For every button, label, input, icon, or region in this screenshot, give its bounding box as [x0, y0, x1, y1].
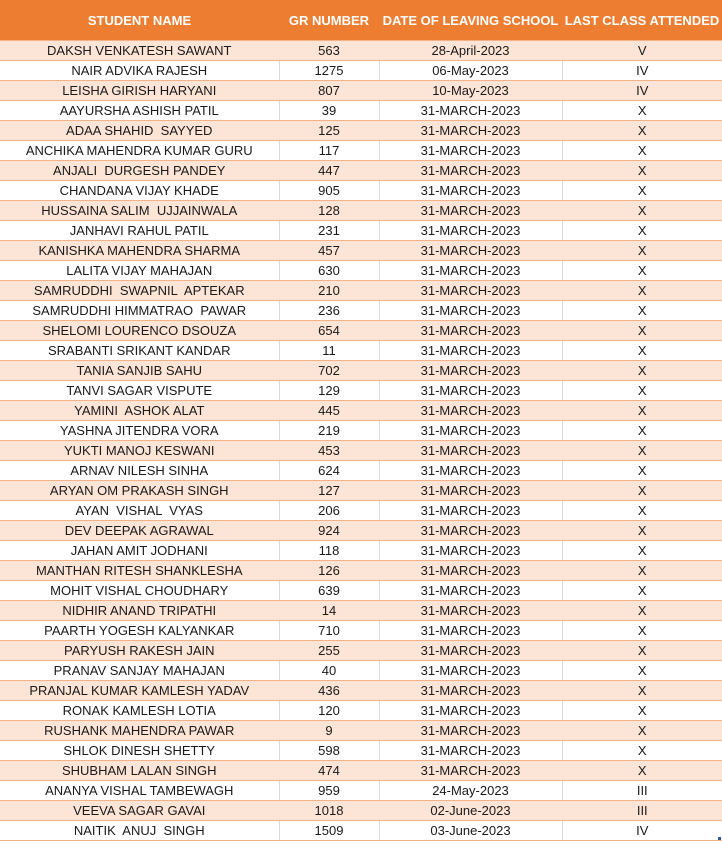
cell-student-name[interactable]: CHANDANA VIJAY KHADE — [0, 181, 279, 201]
cell-gr-number[interactable]: 39 — [279, 101, 379, 121]
table-row — [0, 301, 722, 321]
cell-student-name[interactable]: NAIR ADVIKA RAJESH — [0, 61, 279, 81]
table-row — [0, 441, 722, 461]
cell-gr-number[interactable]: 598 — [279, 741, 379, 761]
cell-gr-number[interactable]: 563 — [279, 41, 379, 61]
cell-gr-number[interactable]: 236 — [279, 301, 379, 321]
table-row — [0, 241, 722, 261]
cell-student-name[interactable]: RONAK KAMLESH LOTIA — [0, 701, 279, 721]
table-row — [0, 121, 722, 141]
table-body — [0, 41, 722, 841]
cell-student-name[interactable]: ANJALI DURGESH PANDEY — [0, 161, 279, 181]
cell-student-name[interactable]: SHELOMI LOURENCO DSOUZA — [0, 321, 279, 341]
cell-date-of-leaving[interactable]: 31-MARCH-2023 — [379, 601, 562, 621]
table-row — [0, 701, 722, 721]
cell-last-class[interactable]: X — [562, 201, 722, 221]
header-row — [0, 0, 722, 41]
cell-date-of-leaving[interactable]: 31-MARCH-2023 — [379, 501, 562, 521]
cell-gr-number[interactable]: 118 — [279, 541, 379, 561]
cell-student-name[interactable]: HUSSAINA SALIM UJJAINWALA — [0, 201, 279, 221]
cell-date-of-leaving[interactable]: 31-MARCH-2023 — [379, 441, 562, 461]
cell-last-class[interactable]: X — [562, 561, 722, 581]
cell-student-name[interactable]: TANVI SAGAR VISPUTE — [0, 381, 279, 401]
cell-date-of-leaving[interactable]: 31-MARCH-2023 — [379, 181, 562, 201]
cell-student-name[interactable]: KANISHKA MAHENDRA SHARMA — [0, 241, 279, 261]
cell-last-class[interactable]: III — [562, 801, 722, 821]
cell-student-name[interactable]: PRANAV SANJAY MAHAJAN — [0, 661, 279, 681]
table-row — [0, 641, 722, 661]
cell-date-of-leaving[interactable]: 31-MARCH-2023 — [379, 161, 562, 181]
cell-date-of-leaving[interactable]: 31-MARCH-2023 — [379, 761, 562, 781]
cell-date-of-leaving[interactable]: 31-MARCH-2023 — [379, 121, 562, 141]
table-row — [0, 801, 722, 821]
table-row — [0, 321, 722, 341]
table-row — [0, 721, 722, 741]
cell-student-name[interactable]: RUSHANK MAHENDRA PAWAR — [0, 721, 279, 741]
cell-student-name[interactable]: TANIA SANJIB SAHU — [0, 361, 279, 381]
cell-date-of-leaving[interactable]: 31-MARCH-2023 — [379, 141, 562, 161]
cell-last-class[interactable]: X — [562, 141, 722, 161]
table-row — [0, 781, 722, 801]
cell-gr-number[interactable]: 924 — [279, 521, 379, 541]
cell-last-class[interactable]: X — [562, 721, 722, 741]
cell-date-of-leaving[interactable]: 31-MARCH-2023 — [379, 461, 562, 481]
cell-last-class[interactable]: X — [562, 761, 722, 781]
cell-date-of-leaving[interactable]: 31-MARCH-2023 — [379, 701, 562, 721]
cell-last-class[interactable]: X — [562, 341, 722, 361]
cell-date-of-leaving[interactable]: 31-MARCH-2023 — [379, 421, 562, 441]
cell-student-name[interactable]: YUKTI MANOJ KESWANI — [0, 441, 279, 461]
table-row — [0, 61, 722, 81]
cell-student-name[interactable]: YAMINI ASHOK ALAT — [0, 401, 279, 421]
table-row — [0, 761, 722, 781]
cell-last-class[interactable]: X — [562, 501, 722, 521]
table-row — [0, 661, 722, 681]
cell-last-class[interactable]: X — [562, 261, 722, 281]
cell-student-name[interactable]: ADAA SHAHID SAYYED — [0, 121, 279, 141]
cell-student-name[interactable]: JANHAVI RAHUL PATIL — [0, 221, 279, 241]
cell-gr-number[interactable]: 457 — [279, 241, 379, 261]
table-row — [0, 461, 722, 481]
cell-gr-number[interactable]: 1275 — [279, 61, 379, 81]
cell-date-of-leaving[interactable]: 03-June-2023 — [379, 821, 562, 841]
table-row — [0, 281, 722, 301]
cell-student-name[interactable]: SRABANTI SRIKANT KANDAR — [0, 341, 279, 361]
cell-gr-number[interactable]: 125 — [279, 121, 379, 141]
cell-last-class[interactable]: X — [562, 681, 722, 701]
cell-last-class[interactable]: X — [562, 361, 722, 381]
cell-gr-number[interactable]: 255 — [279, 641, 379, 661]
header-student-name[interactable]: STUDENT NAME — [0, 0, 279, 41]
cell-gr-number[interactable]: 710 — [279, 621, 379, 641]
cell-date-of-leaving[interactable]: 10-May-2023 — [379, 81, 562, 101]
cell-date-of-leaving[interactable]: 02-June-2023 — [379, 801, 562, 821]
cell-student-name[interactable]: PARYUSH RAKESH JAIN — [0, 641, 279, 661]
cell-last-class[interactable]: X — [562, 321, 722, 341]
cell-last-class[interactable]: X — [562, 241, 722, 261]
cell-last-class[interactable]: X — [562, 441, 722, 461]
cell-gr-number[interactable]: 702 — [279, 361, 379, 381]
cell-last-class[interactable]: X — [562, 301, 722, 321]
cell-student-name[interactable]: PRANJAL KUMAR KAMLESH YADAV — [0, 681, 279, 701]
table-row — [0, 581, 722, 601]
cell-student-name[interactable]: PAARTH YOGESH KALYANKAR — [0, 621, 279, 641]
cell-last-class[interactable]: X — [562, 601, 722, 621]
cell-last-class[interactable]: X — [562, 121, 722, 141]
cell-student-name[interactable]: ARYAN OM PRAKASH SINGH — [0, 481, 279, 501]
cell-student-name[interactable]: ARNAV NILESH SINHA — [0, 461, 279, 481]
cell-gr-number[interactable]: 453 — [279, 441, 379, 461]
cell-gr-number[interactable]: 210 — [279, 281, 379, 301]
cell-last-class[interactable]: X — [562, 621, 722, 641]
cell-gr-number[interactable]: 1509 — [279, 821, 379, 841]
cell-student-name[interactable]: SHLOK DINESH SHETTY — [0, 741, 279, 761]
table-row — [0, 561, 722, 581]
cell-gr-number[interactable]: 117 — [279, 141, 379, 161]
cell-gr-number[interactable]: 206 — [279, 501, 379, 521]
cell-gr-number[interactable]: 639 — [279, 581, 379, 601]
cell-student-name[interactable]: LALITA VIJAY MAHAJAN — [0, 261, 279, 281]
cell-date-of-leaving[interactable]: 31-MARCH-2023 — [379, 541, 562, 561]
cell-student-name[interactable]: YASHNA JITENDRA VORA — [0, 421, 279, 441]
cell-last-class[interactable]: X — [562, 421, 722, 441]
cell-date-of-leaving[interactable]: 31-MARCH-2023 — [379, 661, 562, 681]
cell-gr-number[interactable]: 40 — [279, 661, 379, 681]
cell-student-name[interactable]: AYAN VISHAL VYAS — [0, 501, 279, 521]
cell-student-name[interactable]: LEISHA GIRISH HARYANI — [0, 81, 279, 101]
cell-date-of-leaving[interactable]: 31-MARCH-2023 — [379, 681, 562, 701]
cell-student-name[interactable]: DEV DEEPAK AGRAWAL — [0, 521, 279, 541]
cell-student-name[interactable]: DAKSH VENKATESH SAWANT — [0, 41, 279, 61]
cell-gr-number[interactable]: 474 — [279, 761, 379, 781]
cell-gr-number[interactable]: 9 — [279, 721, 379, 741]
cell-student-name[interactable]: NIDHIR ANAND TRIPATHI — [0, 601, 279, 621]
cell-last-class[interactable]: X — [562, 661, 722, 681]
cell-last-class[interactable]: X — [562, 581, 722, 601]
cell-gr-number[interactable]: 11 — [279, 341, 379, 361]
table-row — [0, 41, 722, 61]
table-row — [0, 521, 722, 541]
resize-handle[interactable] — [718, 837, 721, 840]
cell-gr-number[interactable]: 120 — [279, 701, 379, 721]
cell-gr-number[interactable]: 654 — [279, 321, 379, 341]
cell-date-of-leaving[interactable]: 31-MARCH-2023 — [379, 581, 562, 601]
cell-student-name[interactable]: SAMRUDDHI SWAPNIL APTEKAR — [0, 281, 279, 301]
cell-last-class[interactable]: X — [562, 521, 722, 541]
cell-last-class[interactable]: X — [562, 741, 722, 761]
cell-gr-number[interactable]: 126 — [279, 561, 379, 581]
cell-date-of-leaving[interactable]: 31-MARCH-2023 — [379, 721, 562, 741]
cell-date-of-leaving[interactable]: 31-MARCH-2023 — [379, 241, 562, 261]
cell-date-of-leaving[interactable]: 31-MARCH-2023 — [379, 341, 562, 361]
table-row — [0, 401, 722, 421]
table-row — [0, 161, 722, 181]
cell-student-name[interactable]: VEEVA SAGAR GAVAI — [0, 801, 279, 821]
cell-last-class[interactable]: IV — [562, 821, 722, 841]
table-row — [0, 621, 722, 641]
cell-gr-number[interactable]: 447 — [279, 161, 379, 181]
cell-last-class[interactable]: III — [562, 781, 722, 801]
cell-student-name[interactable]: MANTHAN RITESH SHANKLESHA — [0, 561, 279, 581]
cell-last-class[interactable]: V — [562, 41, 722, 61]
cell-date-of-leaving[interactable]: 06-May-2023 — [379, 61, 562, 81]
cell-student-name[interactable]: ANCHIKA MAHENDRA KUMAR GURU — [0, 141, 279, 161]
table-row — [0, 481, 722, 501]
cell-date-of-leaving[interactable]: 31-MARCH-2023 — [379, 741, 562, 761]
table-row — [0, 541, 722, 561]
table-row — [0, 341, 722, 361]
cell-date-of-leaving[interactable]: 31-MARCH-2023 — [379, 561, 562, 581]
cell-last-class[interactable]: X — [562, 481, 722, 501]
cell-last-class[interactable]: X — [562, 541, 722, 561]
cell-gr-number[interactable]: 807 — [279, 81, 379, 101]
cell-gr-number[interactable]: 959 — [279, 781, 379, 801]
cell-last-class[interactable]: X — [562, 641, 722, 661]
cell-last-class[interactable]: X — [562, 281, 722, 301]
cell-gr-number[interactable]: 127 — [279, 481, 379, 501]
table-row — [0, 181, 722, 201]
table-row — [0, 201, 722, 221]
table-row — [0, 221, 722, 241]
cell-date-of-leaving[interactable]: 31-MARCH-2023 — [379, 521, 562, 541]
table-row — [0, 81, 722, 101]
cell-gr-number[interactable]: 436 — [279, 681, 379, 701]
cell-date-of-leaving[interactable]: 31-MARCH-2023 — [379, 401, 562, 421]
cell-gr-number[interactable]: 231 — [279, 221, 379, 241]
cell-date-of-leaving[interactable]: 31-MARCH-2023 — [379, 281, 562, 301]
cell-last-class[interactable]: X — [562, 461, 722, 481]
table-row — [0, 141, 722, 161]
table-row — [0, 421, 722, 441]
cell-student-name[interactable]: MOHIT VISHAL CHOUDHARY — [0, 581, 279, 601]
cell-date-of-leaving[interactable]: 31-MARCH-2023 — [379, 301, 562, 321]
cell-last-class[interactable]: X — [562, 181, 722, 201]
table-row — [0, 101, 722, 121]
cell-gr-number[interactable]: 630 — [279, 261, 379, 281]
cell-date-of-leaving[interactable]: 31-MARCH-2023 — [379, 261, 562, 281]
table-row — [0, 681, 722, 701]
cell-date-of-leaving[interactable]: 31-MARCH-2023 — [379, 101, 562, 121]
cell-gr-number[interactable]: 1018 — [279, 801, 379, 821]
cell-last-class[interactable]: IV — [562, 61, 722, 81]
cell-date-of-leaving[interactable]: 31-MARCH-2023 — [379, 381, 562, 401]
header-gr-number[interactable]: GR NUMBER — [279, 0, 379, 41]
cell-date-of-leaving[interactable]: 31-MARCH-2023 — [379, 641, 562, 661]
table-row — [0, 361, 722, 381]
table-row — [0, 381, 722, 401]
cell-student-name[interactable]: NAITIK ANUJ SINGH — [0, 821, 279, 841]
cell-date-of-leaving[interactable]: 31-MARCH-2023 — [379, 221, 562, 241]
cell-last-class[interactable]: X — [562, 101, 722, 121]
cell-student-name[interactable]: ANANYA VISHAL TAMBEWAGH — [0, 781, 279, 801]
cell-gr-number[interactable]: 445 — [279, 401, 379, 421]
cell-gr-number[interactable]: 128 — [279, 201, 379, 221]
cell-student-name[interactable]: SAMRUDDHI HIMMATRAO PAWAR — [0, 301, 279, 321]
cell-date-of-leaving[interactable]: 31-MARCH-2023 — [379, 621, 562, 641]
table-row — [0, 261, 722, 281]
cell-last-class[interactable]: X — [562, 701, 722, 721]
cell-gr-number[interactable]: 129 — [279, 381, 379, 401]
cell-last-class[interactable]: X — [562, 161, 722, 181]
cell-gr-number[interactable]: 219 — [279, 421, 379, 441]
table-row — [0, 741, 722, 761]
cell-date-of-leaving[interactable]: 31-MARCH-2023 — [379, 361, 562, 381]
cell-date-of-leaving[interactable]: 31-MARCH-2023 — [379, 201, 562, 221]
cell-gr-number[interactable]: 624 — [279, 461, 379, 481]
table-row — [0, 501, 722, 521]
cell-last-class[interactable]: X — [562, 221, 722, 241]
cell-gr-number[interactable]: 14 — [279, 601, 379, 621]
cell-last-class[interactable]: X — [562, 401, 722, 421]
cell-student-name[interactable]: AAYURSHA ASHISH PATIL — [0, 101, 279, 121]
cell-gr-number[interactable]: 905 — [279, 181, 379, 201]
cell-last-class[interactable]: IV — [562, 81, 722, 101]
header-last-class[interactable]: LAST CLASS ATTENDED — [562, 0, 722, 41]
cell-student-name[interactable]: JAHAN AMIT JODHANI — [0, 541, 279, 561]
cell-student-name[interactable]: SHUBHAM LALAN SINGH — [0, 761, 279, 781]
table-row — [0, 821, 722, 841]
cell-date-of-leaving[interactable]: 31-MARCH-2023 — [379, 321, 562, 341]
cell-date-of-leaving[interactable]: 24-May-2023 — [379, 781, 562, 801]
header-date-of-leaving[interactable]: DATE OF LEAVING SCHOOL — [379, 0, 562, 41]
cell-date-of-leaving[interactable]: 31-MARCH-2023 — [379, 481, 562, 501]
cell-date-of-leaving[interactable]: 28-April-2023 — [379, 41, 562, 61]
cell-last-class[interactable]: X — [562, 381, 722, 401]
table-row — [0, 601, 722, 621]
